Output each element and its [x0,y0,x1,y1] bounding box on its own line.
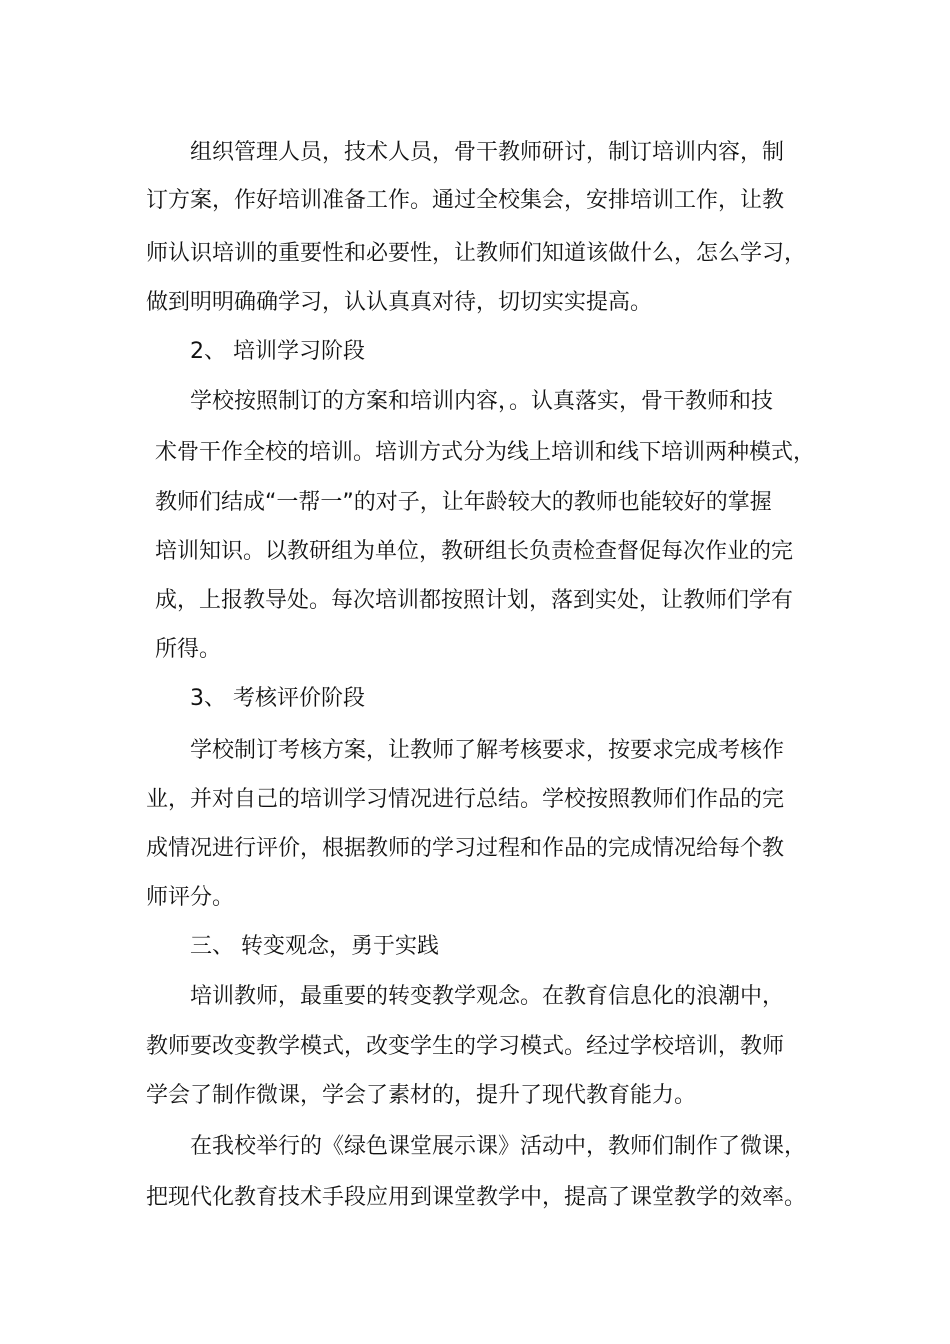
text-line: 成，上报教导处。每次培训都按照计划，落到实处，让教师们学有 [155,588,794,613]
text-line: 做到明明确确学习，认认真真对待，切切实实提高。 [146,290,653,315]
text-line: 教师要改变教学模式，改变学生的学习模式。经过学校培训，教师 [146,1034,785,1059]
text-line: 把现代化教育技术手段应用到课堂教学中，提高了课堂教学的效率。 [146,1185,807,1210]
section-heading: 2、 培训学习阶段 [190,339,365,364]
section-heading: 3、 考核评价阶段 [190,686,365,711]
text-line: 术骨干作全校的培训。培训方式分为线上培训和线下培训两种模式， [155,440,816,465]
text-line: 成情况进行评价，根据教师的学习过程和作品的完成情况给每个教 [146,836,785,861]
text-line: 订方案，作好培训准备工作。通过全校集会，安排培训工作，让教 [146,188,785,213]
text-line: 在我校举行的《绿色课堂展示课》活动中，教师们制作了微课， [190,1134,807,1159]
text-line: 培训教师，最重要的转变教学观念。在教育信息化的浪潮中， [190,984,785,1009]
text-line: 组织管理人员，技术人员，骨干教师研讨，制订培训内容，制 [190,140,785,165]
text-line: 学校按照制订的方案和培训内容，。认真落实，骨干教师和技 [190,389,774,414]
text-line: 学校制订考核方案，让教师了解考核要求，按要求完成考核作 [190,738,785,763]
text-line: 学会了制作微课，学会了素材的，提升了现代教育能力。 [146,1083,697,1108]
text-line: 所得。 [155,637,222,662]
text-line: 培训知识。以教研组为单位，教研组长负责检查督促每次作业的完 [155,539,794,564]
text-line: 教师们结成“一帮一”的对子，让年龄较大的教师也能较好的掌握 [155,490,772,515]
section-heading: 三、 转变观念，勇于实践 [190,934,439,959]
text-line: 业，并对自己的培训学习情况进行总结。学校按照教师们作品的完 [146,787,785,812]
text-line: 师认识培训的重要性和必要性，让教师们知道该做什么，怎么学习， [146,241,807,266]
text-line: 师评分。 [146,885,235,910]
